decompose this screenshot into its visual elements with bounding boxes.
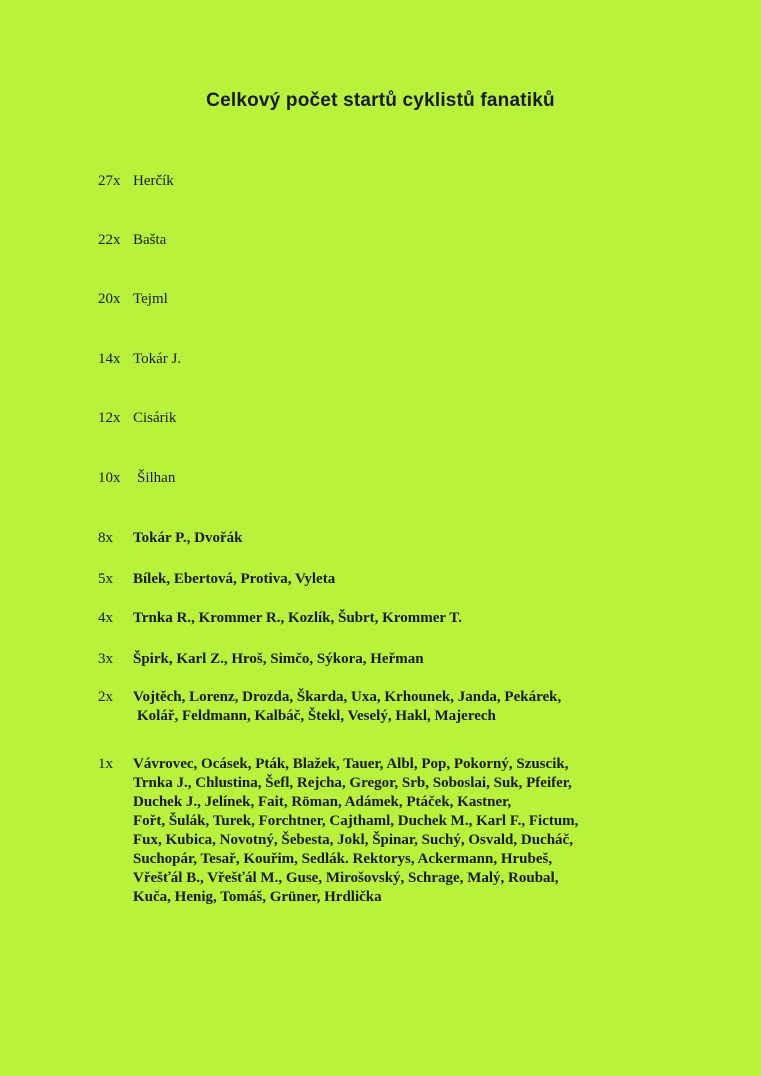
entry-12x [98,409,176,428]
rider-names [133,609,462,628]
start-count: 2x [98,689,113,705]
entry-4x [98,609,462,628]
start-count: 4x [98,610,113,626]
names-line: Duchek J., Jelínek, Fait, Röman, Adámek, Ptáček, Kastner, [133,794,512,810]
names-line: Tokár P., Dvořák [133,530,243,546]
names-line: Trnka J., Chlustina, Šefl, Rejcha, Gregor, Srb, Soboslai, Suk, Pfeifer, [133,775,572,791]
rider-names [133,570,335,589]
names-line: Bašta [133,232,167,248]
names-line: Vojtěch, Lorenz, Drozda, Škarda, Uxa, Krhounek, Janda, Pekárek, [133,689,562,705]
names-line: Vřešťál B., Vřešťál M., Guse, Mirošovský, Schrage, Malý, Roubal, [133,870,559,886]
rider-names [133,290,168,309]
names-line: Kuča, Henig, Tomáš, Grüner, Hrdlička [133,889,382,905]
names-line: Špirk, Karl Z., Hroš, Simčo, Sýkora, Heřman [133,651,424,667]
start-count: 12x [98,410,121,426]
entry-27x [98,172,174,191]
names-line: Šilhan [137,470,176,486]
rider-names [133,409,176,428]
names-line: Tejml [133,291,168,307]
start-count: 8x [98,530,113,546]
names-line: Bílek, Ebertová, Protiva, Vyleta [133,571,336,587]
entry-8x [98,529,242,548]
names-line: Cisárik [133,410,177,426]
rider-names [133,688,561,726]
names-line: Fořt, Šulák, Turek, Forchtner, Cajthaml, Duchek M., Karl F., Fictum, [133,813,579,829]
names-line: Tokár J. [133,351,182,367]
entry-2x [98,688,561,726]
start-count: 1x [98,756,113,772]
start-count: 10x [98,470,121,486]
start-count: 5x [98,571,113,587]
rider-names [133,529,242,548]
rider-names [133,172,174,191]
start-count: 3x [98,651,113,667]
names-line: Vávrovec, Ocásek, Pták, Blažek, Tauer, Albl, Pop, Pokorný, Szuscik, [133,756,569,772]
start-count: 27x [98,173,121,189]
entry-3x [98,650,424,669]
entry-5x [98,570,335,589]
rider-names [133,650,424,669]
start-count: 20x [98,291,121,307]
page-title: Celkový počet startů cyklistů fanatiků [206,90,555,111]
rider-names [133,469,175,488]
entry-14x [98,350,181,369]
names-line: Fux, Kubica, Novotný, Šebesta, Jokl, Špinar, Suchý, Osvald, Ducháč, [133,832,573,848]
rider-names [133,231,166,250]
names-line: Trnka R., Krommer R., Kozlík, Šubrt, Krommer T. [133,610,462,626]
entry-20x [98,290,168,309]
start-count: 14x [98,351,121,367]
start-count: 22x [98,232,121,248]
entry-22x [98,231,166,250]
names-line: Herčík [133,173,174,189]
entry-1x [98,755,578,907]
rider-names [133,350,181,369]
names-line: Kolář, Feldmann, Kalbáč, Štekl, Veselý, Hakl, Majerech [137,708,496,724]
names-line: Suchopár, Tesař, Kouřim, Sedlák. Rektorys, Ackermann, Hrubeš, [133,851,553,867]
rider-names [133,755,578,907]
entry-10x [98,469,175,488]
